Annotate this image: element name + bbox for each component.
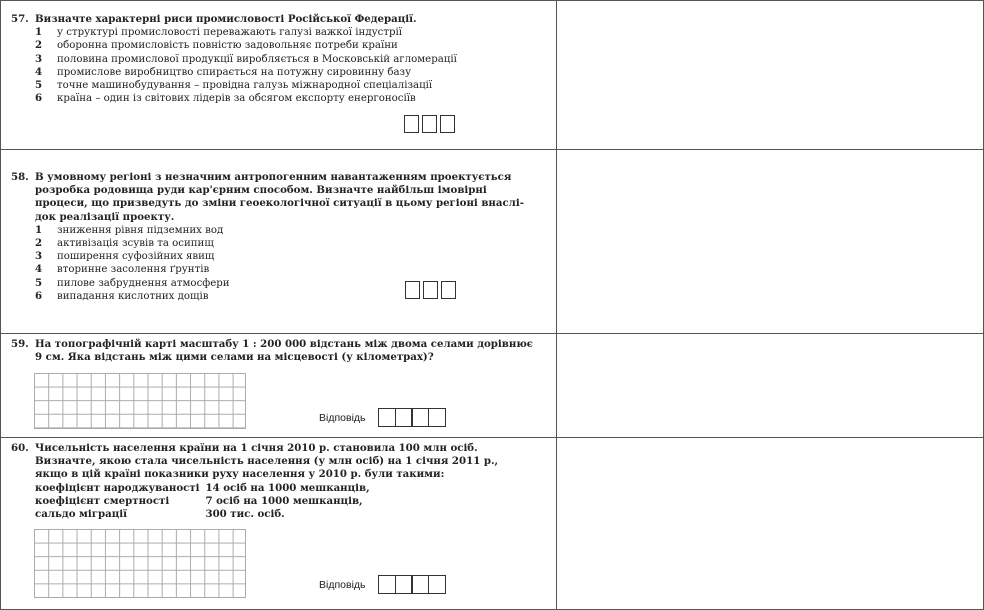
answer-cell[interactable] bbox=[378, 408, 396, 427]
question-58-stem-line: розробка родовища руди кар'єрним способом. Визначте найбільш імовірні bbox=[35, 184, 487, 197]
answer-cell[interactable] bbox=[378, 575, 396, 594]
option-text: активізація зсувів та осипищ bbox=[57, 238, 214, 250]
question-59-right-column bbox=[556, 334, 557, 437]
option-number: 6 bbox=[35, 92, 43, 105]
question-58-stem-line: док реалізації проекту. bbox=[35, 210, 175, 223]
option-text: зниження рівня підземних вод bbox=[57, 224, 224, 236]
option-number: 6 bbox=[35, 289, 43, 302]
option-number: 2 bbox=[35, 237, 43, 250]
answer-cell[interactable] bbox=[411, 575, 429, 594]
table-row bbox=[35, 508, 376, 521]
option bbox=[35, 66, 457, 79]
option-text: промислове виробництво спирається на потужну сировинну базу bbox=[57, 66, 412, 78]
answer-box[interactable] bbox=[441, 281, 456, 299]
answer-cell[interactable] bbox=[428, 408, 446, 427]
option-number: 3 bbox=[35, 250, 43, 263]
option-text: поширення суфозійних явищ bbox=[57, 251, 215, 263]
question-60 bbox=[11, 442, 498, 521]
option-text: у структурі промисловості переважають галузі важкої індустрії bbox=[57, 27, 402, 39]
question-60-stem-line: Чисельність населення країни на 1 січня 2010 р. становила 100 млн осіб. bbox=[35, 442, 478, 454]
answer-cell[interactable] bbox=[395, 408, 413, 427]
question-60-answer bbox=[319, 575, 446, 594]
table-cell-value: 300 тис. осіб. bbox=[205, 508, 285, 521]
answer-box[interactable] bbox=[422, 115, 437, 133]
question-58-number: 58. bbox=[11, 171, 29, 183]
question-58-row bbox=[1, 150, 983, 334]
question-60-stem-line: Визначте, якою стала чисельність населення (у млн осіб) на 1 січня 2011 р., bbox=[35, 455, 499, 468]
option-text: оборонна промисловість повністю задовольняє потреби країни bbox=[57, 40, 398, 52]
question-57-answer-boxes bbox=[404, 115, 455, 133]
draft-grid bbox=[34, 529, 246, 598]
question-57-options bbox=[35, 26, 457, 105]
answer-box[interactable] bbox=[405, 281, 420, 299]
question-59-stem-line: 9 см. Яка відстань між цими селами на місцевості (у кілометрах)? bbox=[35, 351, 434, 364]
question-57-number: 57. bbox=[11, 13, 29, 25]
option-number: 2 bbox=[35, 39, 43, 52]
question-57-row bbox=[1, 1, 983, 150]
table-cell-key: сальдо міграції bbox=[35, 508, 127, 521]
question-60-stem-line: якщо в цій країні показники руху населення у 2010 р. були такими: bbox=[35, 468, 445, 481]
question-59-answer bbox=[319, 408, 446, 427]
draft-grid bbox=[34, 373, 246, 429]
option bbox=[35, 92, 457, 105]
option-text: пилове забруднення атмосфери bbox=[57, 277, 230, 289]
option-text: випадання кислотних дощів bbox=[57, 290, 209, 302]
table-cell-key: коефіцієнт народжуваності bbox=[35, 481, 200, 494]
answer-box[interactable] bbox=[440, 115, 455, 133]
option-number: 4 bbox=[35, 263, 43, 276]
question-57 bbox=[11, 13, 457, 105]
option-number: 1 bbox=[35, 26, 43, 39]
question-57-stem: Визначте характерні риси промисловості Російської Федерації. bbox=[35, 13, 417, 25]
option bbox=[35, 263, 524, 276]
option bbox=[35, 26, 457, 39]
question-58-stem-line: В умовному регіоні з незначним антропогенним навантаженням проектується bbox=[35, 171, 512, 183]
question-58-stem-line: процеси, що призведуть до зміни геоекологічної ситуації в цьому регіоні внаслі- bbox=[35, 197, 524, 210]
table-row bbox=[35, 482, 376, 495]
question-59-stem-line: На топографічній карті масштабу 1 : 200 000 відстань між двома селами дорівнює bbox=[35, 338, 533, 350]
option bbox=[35, 250, 524, 263]
option bbox=[35, 224, 524, 237]
answer-label: Відповідь bbox=[319, 411, 366, 424]
question-59 bbox=[11, 338, 533, 364]
question-60-right-column bbox=[556, 438, 557, 609]
question-58-right-column bbox=[556, 150, 557, 333]
option-number: 5 bbox=[35, 79, 43, 92]
question-57-right-column bbox=[556, 1, 557, 149]
table-cell-value: 14 осіб на 1000 мешканців, bbox=[205, 481, 370, 494]
option bbox=[35, 53, 457, 66]
option-number: 3 bbox=[35, 52, 43, 65]
option-text: вторинне засолення ґрунтів bbox=[57, 264, 210, 276]
option-text: країна – один із світових лідерів за обсягом експорту енергоносіїв bbox=[57, 93, 416, 105]
question-59-number: 59. bbox=[11, 338, 29, 350]
answer-label: Відповідь bbox=[319, 578, 366, 591]
option-number: 1 bbox=[35, 223, 43, 236]
answer-box[interactable] bbox=[404, 115, 419, 133]
table-cell-value: 7 осіб на 1000 мешканців, bbox=[205, 494, 363, 507]
option-number: 5 bbox=[35, 276, 43, 289]
answer-cell[interactable] bbox=[411, 408, 429, 427]
answer-box[interactable] bbox=[423, 281, 438, 299]
population-indicators-table bbox=[35, 482, 376, 522]
question-59-row bbox=[1, 334, 983, 438]
answer-cell[interactable] bbox=[428, 575, 446, 594]
table-cell-key: коефіцієнт смертності bbox=[35, 494, 170, 507]
question-60-number: 60. bbox=[11, 442, 29, 454]
option bbox=[35, 79, 457, 92]
question-58-answer-boxes bbox=[405, 281, 456, 299]
option bbox=[35, 39, 457, 52]
question-60-row bbox=[1, 438, 983, 609]
option-text: половина промислової продукції виробляється в Московській агломерації bbox=[57, 53, 457, 65]
table-row bbox=[35, 495, 376, 508]
option-number: 4 bbox=[35, 65, 43, 78]
option-text: точне машинобудування – провідна галузь міжнародної спеціалізації bbox=[57, 80, 433, 92]
option bbox=[35, 237, 524, 250]
answer-cell[interactable] bbox=[395, 575, 413, 594]
